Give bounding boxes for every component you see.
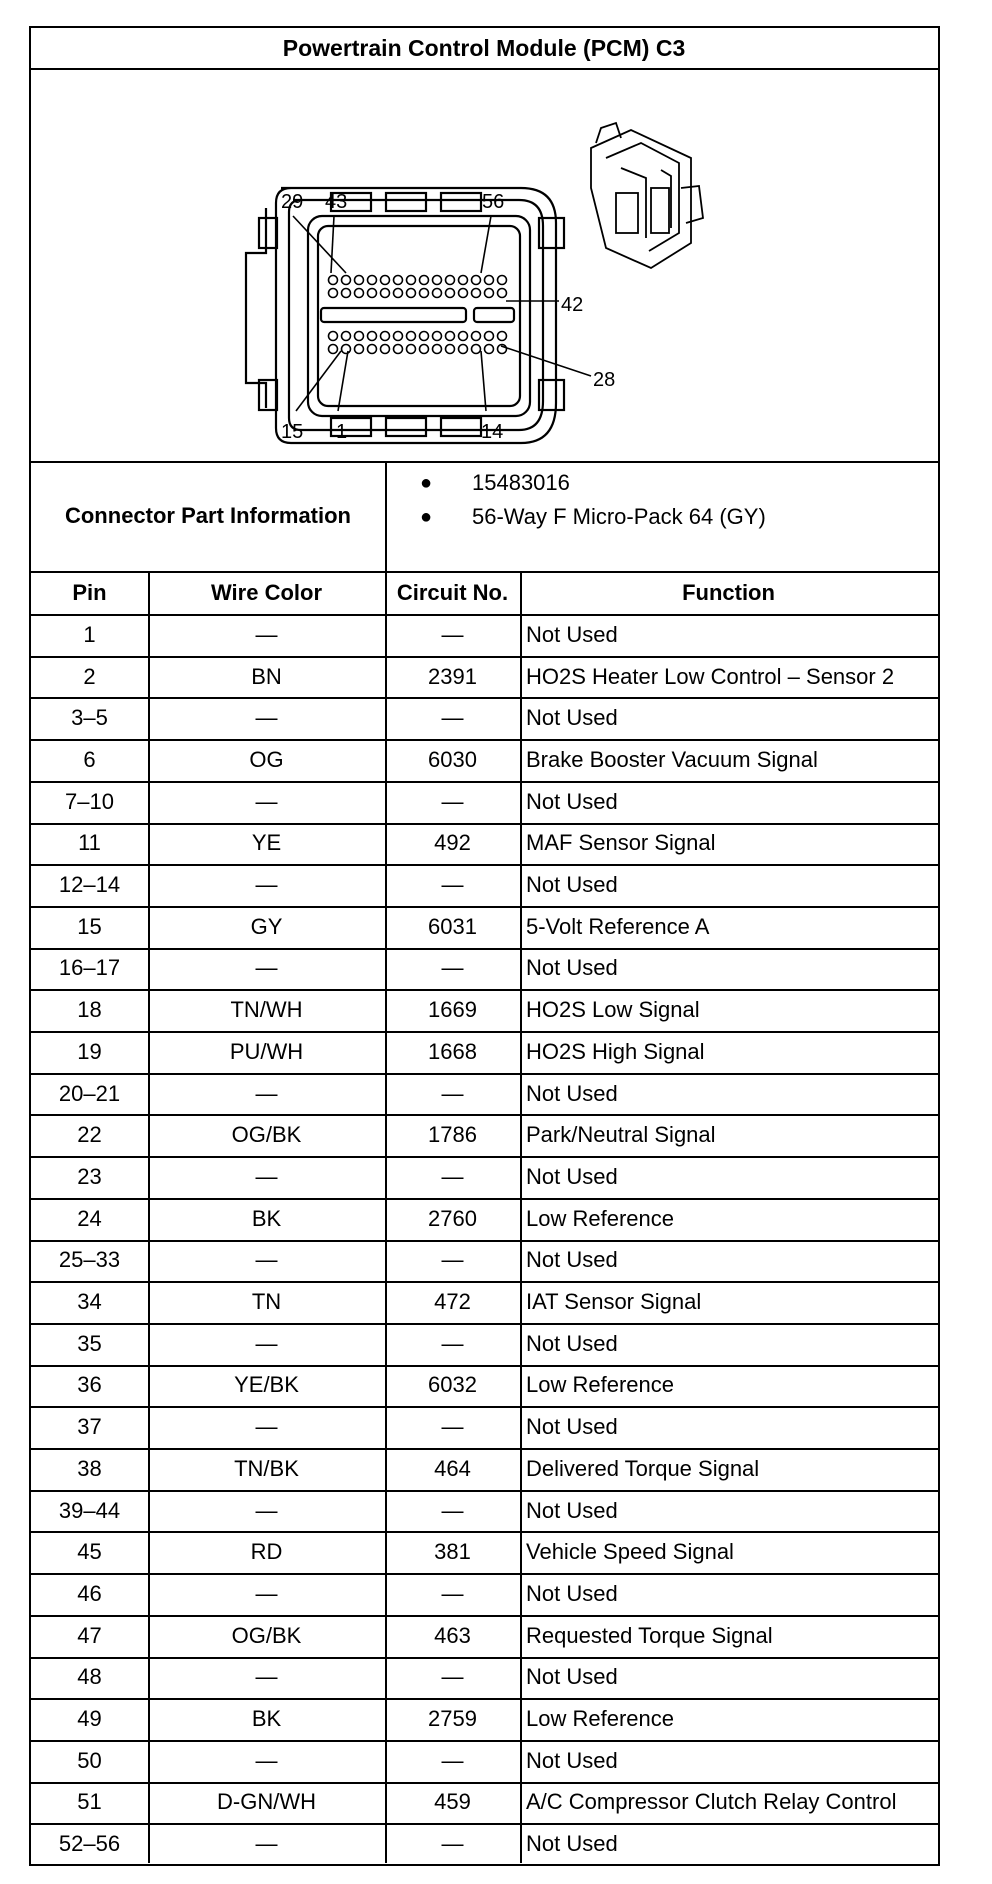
pin-cavity — [355, 276, 364, 285]
bullet-icon: ● — [420, 505, 433, 528]
table-cell-circuit: 6031 — [428, 913, 477, 939]
table-cell-wire: TN/WH — [230, 997, 303, 1023]
table-cell-wire: BN — [251, 663, 282, 689]
table-cell-circuit: 6030 — [428, 746, 477, 772]
table-cell-pin: 2 — [83, 663, 96, 689]
table-cell-pin: 15 — [77, 913, 102, 939]
connector-info-label: Connector Part Information — [64, 503, 351, 528]
pin-cavity — [329, 276, 338, 285]
table-cell-wire: — — [255, 1163, 278, 1189]
pin-cavity — [459, 276, 468, 285]
pin-cavity — [329, 345, 338, 354]
pin-label-56: 56 — [482, 191, 505, 213]
pin-cavity — [472, 332, 481, 341]
connector-diagram — [31, 68, 937, 461]
table-cell-function: Not Used — [526, 1080, 618, 1106]
column-header: Circuit No. — [396, 579, 509, 605]
table-cell-wire: — — [255, 1247, 278, 1273]
table-cell-circuit: 1668 — [428, 1038, 477, 1064]
table-cell-pin: 11 — [78, 830, 101, 856]
table-cell-pin: 34 — [77, 1289, 102, 1315]
table-cell-pin: 46 — [77, 1580, 102, 1606]
table-cell-circuit: — — [441, 1831, 464, 1857]
table-cell-function: Delivered Torque Signal — [526, 1455, 760, 1481]
table-cell-circuit: 2391 — [428, 663, 477, 689]
pin-cavity — [342, 276, 351, 285]
column-divider — [148, 571, 150, 1863]
table-cell-wire: — — [255, 1664, 278, 1690]
pin-cavity — [407, 345, 416, 354]
table-cell-wire: TN — [251, 1289, 282, 1315]
pin-cavity — [485, 276, 494, 285]
table-cell-pin: 1 — [83, 621, 96, 647]
pin-cavity — [407, 276, 416, 285]
connector-info-divider — [385, 461, 387, 571]
table-cell-wire: OG/BK — [231, 1622, 302, 1648]
pin-cavity — [420, 289, 429, 298]
table-cell-wire: — — [255, 1747, 278, 1773]
table-cell-wire: PU/WH — [229, 1038, 304, 1064]
table-cell-wire: TN/BK — [234, 1455, 299, 1481]
table-cell-function: Not Used — [526, 1163, 618, 1189]
pin-cavity — [498, 332, 507, 341]
table-cell-pin: 50 — [77, 1747, 102, 1773]
table-cell-pin: 19 — [77, 1038, 102, 1064]
table-cell-function: Not Used — [526, 955, 618, 981]
connector-iso-view — [591, 123, 703, 268]
part-description: 56-Way F Micro-Pack 64 (GY) — [472, 504, 766, 529]
table-cell-circuit: — — [441, 1580, 464, 1606]
pin-cavity — [394, 345, 403, 354]
table-cell-circuit: 381 — [434, 1539, 471, 1565]
table-cell-function: Park/Neutral Signal — [526, 1122, 716, 1148]
table-cell-circuit: 459 — [434, 1789, 471, 1815]
table-cell-circuit: 2760 — [428, 1205, 477, 1231]
pin-cavity — [407, 332, 416, 341]
table-cell-wire: — — [255, 788, 278, 814]
table-cell-function: Not Used — [526, 1580, 618, 1606]
table-cell-wire: GY — [250, 913, 283, 939]
pin-cavity — [368, 276, 377, 285]
pin-cavity — [329, 289, 338, 298]
table-cell-pin: 16–17 — [58, 955, 121, 981]
table-cell-pin: 38 — [77, 1455, 102, 1481]
pin-label-1: 1 — [336, 421, 348, 443]
pin-cavity — [485, 345, 494, 354]
column-divider — [385, 571, 387, 1863]
table-cell-function: Not Used — [526, 1497, 618, 1523]
table-cell-function: A/C Compressor Clutch Relay Control — [526, 1789, 897, 1815]
table-cell-function: HO2S Heater Low Control – Sensor 2 — [526, 663, 895, 689]
table-cell-wire: — — [255, 621, 278, 647]
table-cell-wire: — — [255, 1831, 278, 1857]
table-cell-circuit: 6032 — [428, 1372, 477, 1398]
table-cell-function: HO2S Low Signal — [526, 997, 700, 1023]
table-cell-circuit: — — [441, 705, 464, 731]
table-cell-wire: — — [255, 1580, 278, 1606]
pin-cavity — [329, 332, 338, 341]
pin-cavity — [342, 345, 351, 354]
table-cell-pin: 23 — [77, 1163, 102, 1189]
pin-cavity — [485, 289, 494, 298]
table-cell-wire: — — [255, 1080, 278, 1106]
pin-cavity — [368, 345, 377, 354]
table-cell-circuit: — — [441, 872, 464, 898]
table-cell-pin: 18 — [77, 997, 102, 1023]
table-cell-wire: OG/BK — [231, 1122, 302, 1148]
pin-label-15: 15 — [281, 421, 304, 443]
column-header: Wire Color — [210, 579, 323, 605]
table-cell-circuit: — — [441, 1664, 464, 1690]
pin-label-42: 42 — [561, 294, 584, 316]
table-cell-wire: D-GN/WH — [217, 1789, 316, 1815]
pin-cavity — [472, 345, 481, 354]
pin-cavity — [368, 289, 377, 298]
table-cell-circuit: — — [441, 1247, 464, 1273]
table-cell-pin: 6 — [83, 746, 96, 772]
table-cell-pin: 52–56 — [58, 1831, 121, 1857]
pin-cavity — [407, 289, 416, 298]
table-cell-pin: 20–21 — [58, 1080, 121, 1106]
table-cell-circuit: — — [441, 621, 464, 647]
part-number: 15483016 — [472, 470, 570, 495]
table-cell-function: Not Used — [526, 1414, 618, 1440]
pin-cavity — [433, 332, 442, 341]
table-cell-function: Not Used — [526, 1330, 618, 1356]
table-cell-function: Brake Booster Vacuum Signal — [526, 746, 818, 772]
table-cell-function: Not Used — [526, 621, 618, 647]
pin-cavity — [420, 276, 429, 285]
pinout-sheet — [29, 26, 940, 1866]
column-header: Pin — [72, 579, 107, 605]
table-cell-wire: — — [255, 872, 278, 898]
pin-cavity — [355, 332, 364, 341]
table-cell-pin: 35 — [77, 1330, 102, 1356]
table-cell-function: Not Used — [526, 1664, 618, 1690]
table-cell-pin: 51 — [77, 1789, 102, 1815]
table-cell-circuit: — — [441, 955, 464, 981]
table-cell-circuit: — — [441, 1330, 464, 1356]
table-cell-function: Requested Torque Signal — [526, 1622, 773, 1648]
table-cell-circuit: — — [441, 1497, 464, 1523]
pin-cavity — [394, 332, 403, 341]
table-cell-pin: 22 — [77, 1122, 102, 1148]
pin-cavity — [459, 289, 468, 298]
bullet-icon: ● — [420, 471, 433, 494]
table-cell-pin: 24 — [77, 1205, 102, 1231]
table-cell-wire: YE — [251, 830, 282, 856]
connector-part-list — [414, 466, 766, 534]
table-cell-function: Vehicle Speed Signal — [526, 1539, 734, 1565]
table-cell-circuit: — — [441, 788, 464, 814]
table-cell-function: Not Used — [526, 1831, 618, 1857]
pin-cavity — [381, 332, 390, 341]
pin-label-28: 28 — [593, 369, 616, 391]
pin-cavity — [433, 289, 442, 298]
table-cell-pin: 37 — [77, 1414, 102, 1440]
column-divider — [520, 571, 522, 1863]
table-cell-function: Low Reference — [526, 1205, 674, 1231]
pin-cavity — [355, 345, 364, 354]
pin-cavity — [433, 345, 442, 354]
pin-cavity — [381, 289, 390, 298]
pin-cavity — [446, 289, 455, 298]
table-cell-function: Low Reference — [526, 1706, 674, 1732]
table-cell-wire: — — [255, 1414, 278, 1440]
table-cell-wire: YE/BK — [234, 1372, 299, 1398]
table-cell-pin: 12–14 — [58, 872, 121, 898]
table-cell-circuit: 463 — [434, 1622, 471, 1648]
table-cell-circuit: 2759 — [428, 1706, 477, 1732]
pin-label-14: 14 — [481, 421, 504, 443]
table-cell-pin: 7–10 — [65, 788, 114, 814]
table-cell-circuit: — — [441, 1080, 464, 1106]
table-cell-function: Not Used — [526, 705, 618, 731]
pin-cavity — [420, 332, 429, 341]
table-cell-function: HO2S High Signal — [526, 1038, 705, 1064]
part-item — [414, 500, 766, 534]
table-cell-pin: 39–44 — [58, 1497, 121, 1523]
table-cell-circuit: 1786 — [428, 1122, 477, 1148]
table-cell-circuit: — — [441, 1163, 464, 1189]
table-cell-circuit: 472 — [434, 1289, 471, 1315]
pin-cavity — [446, 345, 455, 354]
table-cell-pin: 47 — [77, 1622, 102, 1648]
table-cell-function: 5-Volt Reference A — [526, 913, 710, 939]
table-cell-circuit: — — [441, 1747, 464, 1773]
table-cell-wire: — — [255, 1330, 278, 1356]
pin-cavity — [381, 345, 390, 354]
page-title: Powertrain Control Module (PCM) C3 — [282, 34, 686, 61]
pin-cavity — [355, 289, 364, 298]
table-cell-wire: BK — [251, 1205, 282, 1231]
table-cell-circuit: 1669 — [428, 997, 477, 1023]
table-cell-pin: 3–5 — [71, 705, 108, 731]
pin-cavity — [342, 289, 351, 298]
table-cell-pin: 45 — [77, 1539, 102, 1565]
table-cell-circuit: 492 — [434, 830, 471, 856]
pin-cavity — [394, 289, 403, 298]
table-cell-function: IAT Sensor Signal — [526, 1289, 702, 1315]
table-cell-pin: 48 — [77, 1664, 102, 1690]
pin-cavity — [342, 332, 351, 341]
pin-cavity — [498, 276, 507, 285]
pin-cavity — [394, 276, 403, 285]
table-cell-pin: 49 — [77, 1706, 102, 1732]
table-cell-function: Low Reference — [526, 1372, 674, 1398]
pin-label-43: 43 — [325, 191, 348, 213]
table-cell-wire: — — [255, 955, 278, 981]
table-cell-function: Not Used — [526, 1247, 618, 1273]
pin-cavity — [420, 345, 429, 354]
pin-cavity — [368, 332, 377, 341]
pin-cavity — [446, 276, 455, 285]
pin-cavity — [472, 276, 481, 285]
table-cell-circuit: — — [441, 1414, 464, 1440]
pin-cavity — [433, 276, 442, 285]
table-cell-function: Not Used — [526, 872, 618, 898]
table-cell-wire: RD — [250, 1539, 283, 1565]
table-cell-wire: BK — [251, 1706, 282, 1732]
table-cell-wire: — — [255, 1497, 278, 1523]
pin-cavity — [485, 332, 494, 341]
pin-cavity — [381, 276, 390, 285]
pin-cavity — [472, 289, 481, 298]
table-cell-function: Not Used — [526, 788, 618, 814]
pin-cavity — [459, 345, 468, 354]
pin-cavity — [459, 332, 468, 341]
table-cell-function: Not Used — [526, 1747, 618, 1773]
table-cell-wire: — — [255, 705, 278, 731]
table-cell-pin: 36 — [77, 1372, 102, 1398]
part-item — [414, 466, 766, 500]
table-cell-pin: 25–33 — [58, 1247, 121, 1273]
table-cell-function: MAF Sensor Signal — [526, 830, 716, 856]
pin-label-29: 29 — [281, 191, 304, 213]
table-cell-circuit: 464 — [434, 1455, 471, 1481]
column-header: Function — [682, 579, 775, 605]
pin-cavity — [498, 289, 507, 298]
pin-cavity — [446, 332, 455, 341]
table-cell-wire: OG — [249, 746, 284, 772]
